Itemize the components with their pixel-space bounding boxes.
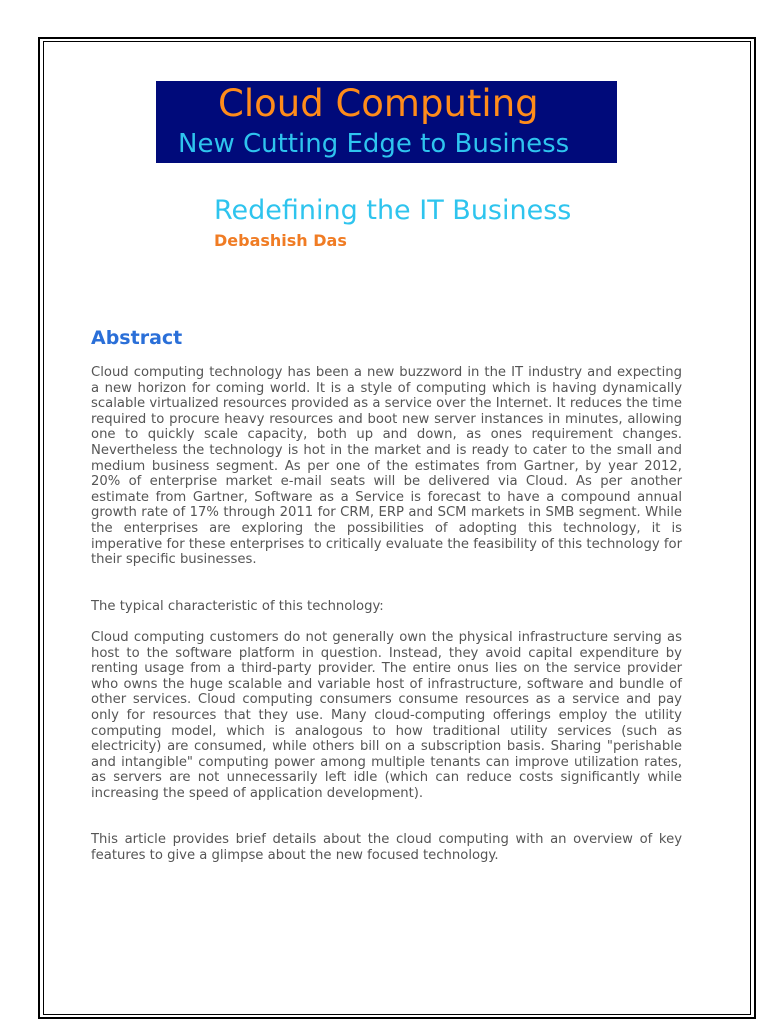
article-heading: Redefining the IT Business [214, 195, 572, 226]
abstract-paragraph: The typical characteristic of this technology: [91, 599, 384, 614]
abstract-paragraph: Cloud computing customers do not generally own the physical infrastructure serving as host to the software platform in question. Instead, they avoid capital expenditure by renting usage from a third-party provider. The entire onus lies on the service provider who owns the huge scalable and variable host of infrastructure, software and bundle of other services. Cloud computing consumers consume resources as a service and pay only for resources that they use. Many cloud-computing offerings employ the utility computing model, which is analogous to how traditional utility services (such as electricity) are consumed, while others bill on a subscription basis. Sharing "perishable and intangible" computing power among multiple tenants can improve utilization rates, as servers are not unnecessarily left idle (which can reduce costs significantly while increasing the speed of application development). [91, 630, 682, 801]
author-name: Debashish Das [214, 231, 347, 250]
abstract-paragraph: This article provides brief details about the cloud computing with an overview of key features to give a glimpse about the new focused technology. [91, 832, 682, 863]
document-subtitle: New Cutting Edge to Business [178, 129, 570, 159]
abstract-heading: Abstract [91, 327, 183, 349]
document-title: Cloud Computing [218, 82, 539, 125]
abstract-paragraph: Cloud computing technology has been a new buzzword in the IT industry and expecting a new horizon for coming world. It is a style of computing which is having dynamically scalable virtualized resources provided as a service over the Internet. It reduces the time required to procure heavy resources and boot new server instances in minutes, allowing one to quickly scale capacity, both up and down, as ones requirement changes. Nevertheless the technology is hot in the market and is ready to cater to the small and medium business segment. As per one of the estimates from Gartner, by year 2012, 20% of enterprise market e-mail seats will be delivered via Cloud. As per another estimate from Gartner, Software as a Service is forecast to have a compound annual growth rate of 17% through 2011 for CRM, ERP and SCM markets in SMB segment. While the enterprises are exploring the possibilities of adopting this technology, it is imperative for these enterprises to critically evaluate the feasibility of this technology for their specific businesses. [91, 365, 682, 568]
